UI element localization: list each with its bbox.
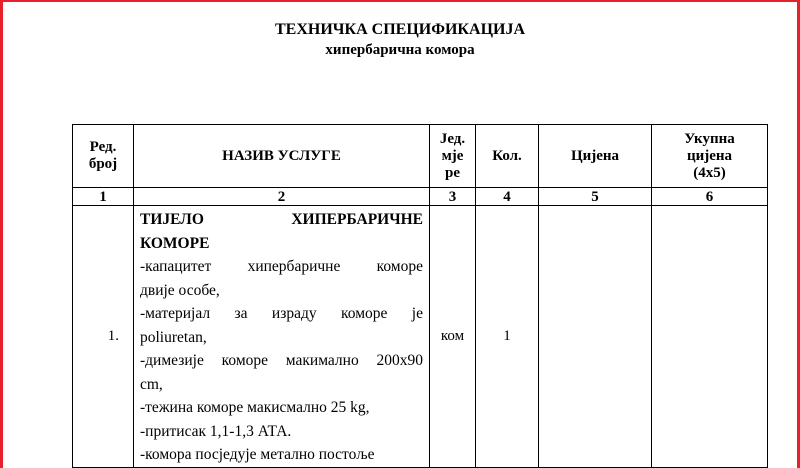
- column-number: 5: [539, 188, 652, 206]
- header-quantity: [476, 125, 539, 188]
- service-title-line1: ТИЈЕЛО ХИПЕРБАРИЧНЕ: [140, 211, 423, 228]
- header-price-label: Цијена: [570, 147, 620, 164]
- header-total-line2: цијена: [686, 147, 733, 164]
- column-number: 6: [652, 188, 768, 206]
- header-service-name: [134, 125, 430, 188]
- description-line: -димезије коморе макимално 200х90: [140, 352, 423, 369]
- header-row-number-line2: број: [88, 156, 118, 172]
- description-line: двије особе,: [140, 281, 220, 299]
- column-number: 4: [476, 188, 539, 206]
- document-subtitle: хипербарична комора: [325, 42, 475, 58]
- header-total-line3: (4x5): [693, 164, 726, 181]
- description-line: -комора посједује метално постоље: [140, 446, 375, 463]
- specification-table: [72, 124, 768, 468]
- header-price: [539, 125, 652, 188]
- header-quantity-label: Кол.: [492, 147, 522, 164]
- header-unit-line3: ре: [445, 164, 460, 181]
- description-line: cm,: [140, 375, 163, 393]
- column-number: 2: [134, 188, 430, 206]
- column-number-row: [73, 188, 768, 206]
- column-number: 1: [73, 188, 134, 206]
- header-unit: [430, 125, 476, 188]
- service-description: [134, 206, 430, 468]
- header-unit-line1: Јед.: [439, 130, 466, 147]
- service-title-line2: КОМОРЕ: [140, 234, 210, 252]
- description-line: -капацитет хипербаричне коморе: [140, 258, 423, 275]
- description-line: -тежина коморе макисмално 25 kg,: [140, 399, 370, 416]
- price-cell: [539, 206, 652, 468]
- table-row: [73, 206, 768, 468]
- column-number: 3: [430, 188, 476, 206]
- table-header-row: [73, 125, 768, 188]
- header-service-name-label: НАЗИВ УСЛУГЕ: [222, 147, 341, 164]
- document-title: ТЕХНИЧКА СПЕЦИФИКАЦИЈА: [274, 21, 526, 38]
- description-line: poliuretan,: [140, 328, 207, 346]
- quantity-cell: 1: [476, 206, 539, 468]
- header-total-line1: Укупна: [684, 130, 735, 147]
- header-row-number: [73, 125, 134, 188]
- description-line: -материјал за израду коморе је: [140, 305, 423, 322]
- header-total: [652, 125, 768, 188]
- header-row-number-line1: Ред.: [89, 139, 117, 155]
- row-number: 1.: [73, 206, 134, 468]
- total-cell: [652, 206, 768, 468]
- unit-cell: ком: [430, 206, 476, 468]
- header-unit-line2: мје: [441, 147, 464, 164]
- description-line: -притисак 1,1-1,3 АТА.: [140, 422, 292, 440]
